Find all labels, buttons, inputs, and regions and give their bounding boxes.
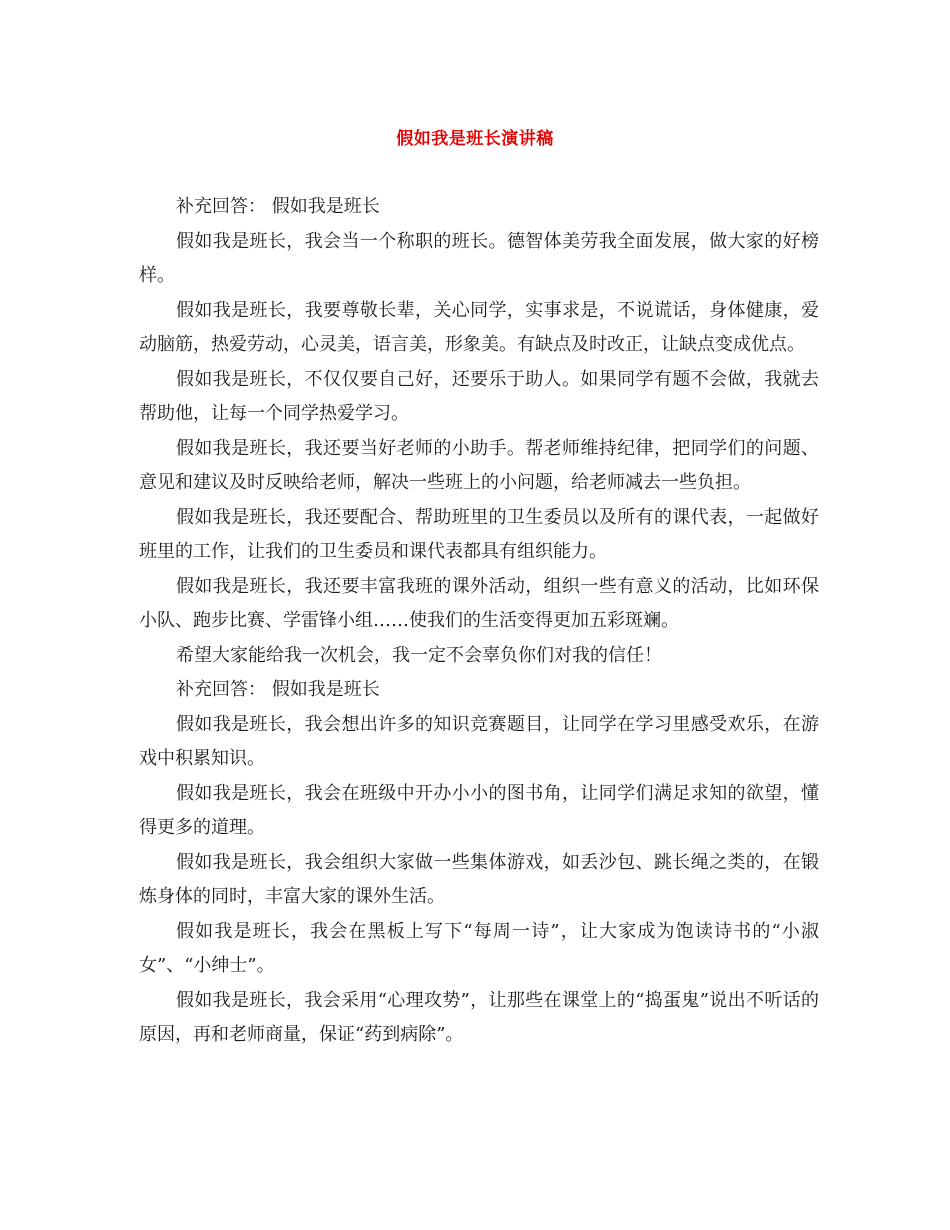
paragraph: 补充回答： 假如我是班长 <box>176 679 380 700</box>
paragraph: 假如我是班长，我还要丰富我班的课外活动，组织一些有意义的活动，比如环保小队、跑步比赛、学雷锋小组……使我们的生活变得更加五彩斑斓。 <box>139 575 819 631</box>
paragraph: 假如我是班长，我会组织大家做一些集体游戏，如丢沙包、跳长绳之类的，在锻炼身体的同时，丰富大家的课外生活。 <box>139 851 819 907</box>
paragraph: 希望大家能给我一次机会，我一定不会辜负你们对我的信任！ <box>176 644 662 666</box>
paragraph: 假如我是班长，我还要配合、帮助班里的卫生委员以及所有的课代表，一起做好班里的工作，让我们的卫生委员和课代表都具有组织能力。 <box>139 506 819 562</box>
paragraph: 假如我是班长，我还要当好老师的小助手。帮老师维持纪律，把同学们的问题、意见和建议及时反映给老师，解决一些班上的小问题，给老师减去一些负担。 <box>139 437 819 493</box>
paragraph: 假如我是班长，不仅仅要自己好，还要乐于助人。如果同学有题不会做，我就去帮助他，让每一个同学热爱学习。 <box>139 368 819 424</box>
paragraph: 假如我是班长，我会在班级中开办小小的图书角，让同学们满足求知的欲望，懂得更多的道理。 <box>139 782 819 838</box>
paragraph: 假如我是班长，我要尊敬长辈，关心同学，实事求是，不说谎话，身体健康，爱动脑筋，热爱劳动，心灵美，语言美，形象美。有缺点及时改正，让缺点变成优点。 <box>139 299 819 355</box>
paragraph: 假如我是班长，我会在黑板上写下“每周一诗”，让大家成为饱读诗书的“小淑女”、“小绅士”。 <box>139 920 819 976</box>
paragraph: 假如我是班长，我会当一个称职的班长。德智体美劳我全面发展，做大家的好榜样。 <box>139 230 819 286</box>
paragraph: 假如我是班长，我会想出许多的知识竞赛题目，让同学在学习里感受欢乐，在游戏中积累知识。 <box>139 713 819 769</box>
paragraph: 补充回答： 假如我是班长 <box>176 196 380 217</box>
document-title: 假如我是班长演讲稿 <box>396 129 554 149</box>
paragraph: 假如我是班长，我会采用“心理攻势”，让那些在课堂上的“捣蛋鬼”说出不听话的原因，再和老师商量，保证“药到病除”。 <box>139 989 819 1045</box>
document-body <box>139 190 819 1053</box>
